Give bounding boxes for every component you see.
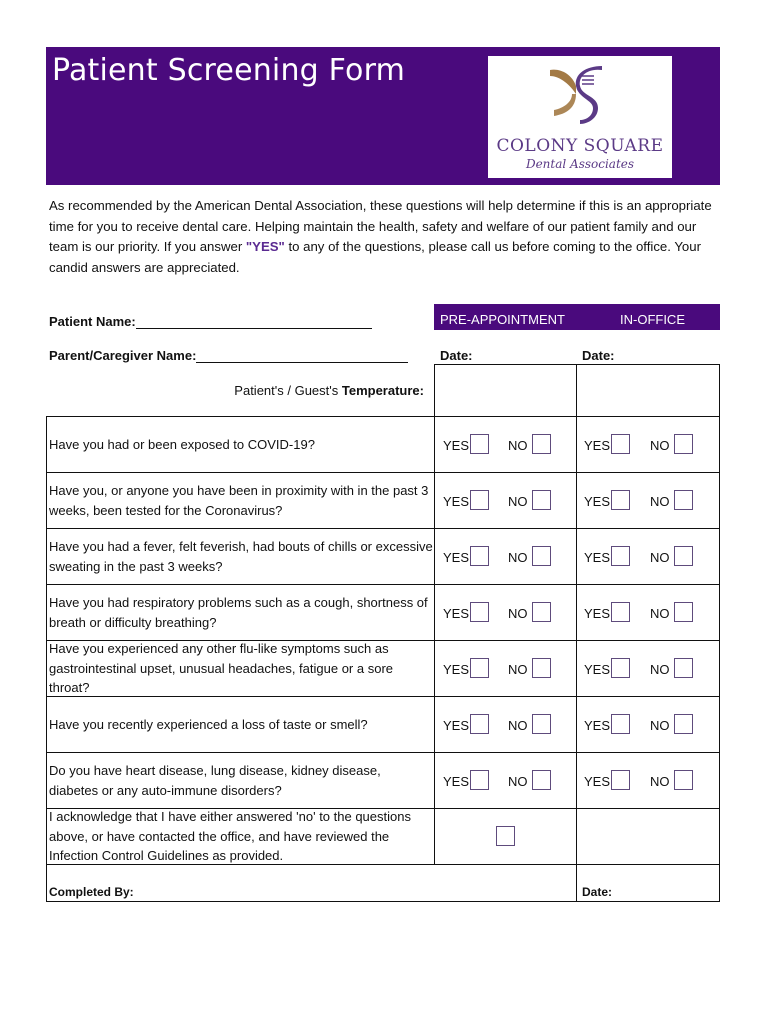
pre-appointment-date-label: Date: [440,348,473,363]
yes-label: YES [443,718,470,733]
no-label: NO [650,438,670,453]
question-6: Have you recently experienced a loss of taste or smell? [49,717,368,732]
grid-line [46,901,720,902]
yes-label: YES [443,438,470,453]
no-label: NO [650,662,670,677]
q5-pre-yes-checkbox[interactable] [470,658,489,678]
q2-in-yes-checkbox[interactable] [611,490,630,510]
q5-in-yes-checkbox[interactable] [611,658,630,678]
q3-pre-yes-checkbox[interactable] [470,546,489,566]
patient-name-label: Patient Name: [49,314,136,329]
caregiver-name-label: Parent/Caregiver Name: [49,348,197,363]
no-label: NO [650,550,670,565]
q7-pre-yes-checkbox[interactable] [470,770,489,790]
q1-in-no-checkbox[interactable] [674,434,693,454]
q3-pre-no-checkbox[interactable] [532,546,551,566]
q6-pre-no-checkbox[interactable] [532,714,551,734]
form-title: Patient Screening Form [52,53,406,88]
question-3: Have you had a fever, felt feverish, had bouts of chills or excessive sweating in the past 3 weeks? [49,539,433,574]
q5-pre-no-checkbox[interactable] [532,658,551,678]
no-label: NO [508,438,528,453]
no-label: NO [650,606,670,621]
q7-in-no-checkbox[interactable] [674,770,693,790]
yes-label: YES [443,662,470,677]
q2-in-no-checkbox[interactable] [674,490,693,510]
no-label: NO [508,718,528,733]
grid-line [46,528,720,529]
yes-label: YES [584,438,611,453]
grid-line [576,364,577,902]
grid-line [46,416,47,902]
practice-logo [488,56,672,178]
completed-by-label: Completed By: [49,885,134,899]
yes-label: YES [584,550,611,565]
no-label: NO [508,494,528,509]
q2-pre-no-checkbox[interactable] [532,490,551,510]
no-label: NO [508,606,528,621]
yes-label: YES [443,774,470,789]
completed-date-label: Date: [582,885,613,899]
q6-pre-yes-checkbox[interactable] [470,714,489,734]
grid-line [434,364,720,365]
grid-line [46,416,720,417]
q7-in-yes-checkbox[interactable] [611,770,630,790]
no-label: NO [508,550,528,565]
acknowledge-statement: I acknowledge that I have either answered 'no' to the questions above, or have contacted the office, and have reviewed the Infection Control Guidelines as provided. [49,809,411,863]
question-5: Have you experienced any other flu-like symptoms such as gastrointestinal upset, unusual headaches, fatigue or a sore throat? [49,641,394,695]
intro-text-start: As recommended by the American Dental Association, these questions will help determine if this is an appropriate time for you to receive dental care. Helping maintain the health, safety and welfare of our patient family and our team is our priority. If you answer [49,198,712,255]
no-label: NO [650,774,670,789]
caregiver-name-input[interactable] [196,348,408,363]
yes-label: YES [584,718,611,733]
logo-mark-icon [546,64,612,130]
question-1: Have you had or been exposed to COVID-19? [49,437,315,452]
in-office-date-label: Date: [582,348,615,363]
grid-line [434,364,435,864]
yes-label: YES [584,662,611,677]
q4-in-yes-checkbox[interactable] [611,602,630,622]
q3-in-yes-checkbox[interactable] [611,546,630,566]
in-office-header: IN-OFFICE [620,312,685,327]
logo-name: COLONY SQUARE [496,136,664,156]
intro-paragraph [49,196,729,278]
grid-line [719,364,720,902]
q2-pre-yes-checkbox[interactable] [470,490,489,510]
screening-table [46,364,720,902]
caregiver-name-field [49,348,408,363]
q4-pre-yes-checkbox[interactable] [470,602,489,622]
question-7: Do you have heart disease, lung disease, kidney disease, diabetes or any auto-immune disorders? [49,763,381,798]
yes-label: YES [584,494,611,509]
yes-label: YES [584,774,611,789]
grid-line [46,472,720,473]
header-banner [46,47,720,185]
temperature-prefix: Patient's / Guest's [234,383,342,398]
acknowledge-checkbox[interactable] [496,826,515,846]
question-2: Have you, or anyone you have been in proximity with in the past 3 weeks, been tested for the Coronavirus? [49,483,429,518]
q4-pre-no-checkbox[interactable] [532,602,551,622]
q6-in-no-checkbox[interactable] [674,714,693,734]
intro-text-end: to any of the questions, please call us before coming to the office. Your candid answers are appreciated. [49,239,701,275]
q1-pre-no-checkbox[interactable] [532,434,551,454]
q6-in-yes-checkbox[interactable] [611,714,630,734]
intro-yes-emphasis: "YES" [245,239,285,255]
yes-label: YES [443,550,470,565]
no-label: NO [650,718,670,733]
yes-label: YES [443,606,470,621]
q1-pre-yes-checkbox[interactable] [470,434,489,454]
yes-label: YES [584,606,611,621]
grid-line [46,584,720,585]
pre-appointment-header: PRE-APPOINTMENT [440,312,565,327]
q5-in-no-checkbox[interactable] [674,658,693,678]
q4-in-no-checkbox[interactable] [674,602,693,622]
no-label: NO [650,494,670,509]
grid-line [46,752,720,753]
patient-name-input[interactable] [136,314,372,329]
patient-name-field [49,314,372,329]
temperature-bold: Temperature: [341,383,424,398]
no-label: NO [508,774,528,789]
yes-label: YES [443,494,470,509]
q3-in-no-checkbox[interactable] [674,546,693,566]
logo-subtitle: Dental Associates [525,157,635,171]
q1-in-yes-checkbox[interactable] [611,434,630,454]
column-header [434,304,720,330]
q7-pre-no-checkbox[interactable] [532,770,551,790]
question-4: Have you had respiratory problems such as a cough, shortness of breath or difficulty breathing? [49,595,428,630]
no-label: NO [508,662,528,677]
